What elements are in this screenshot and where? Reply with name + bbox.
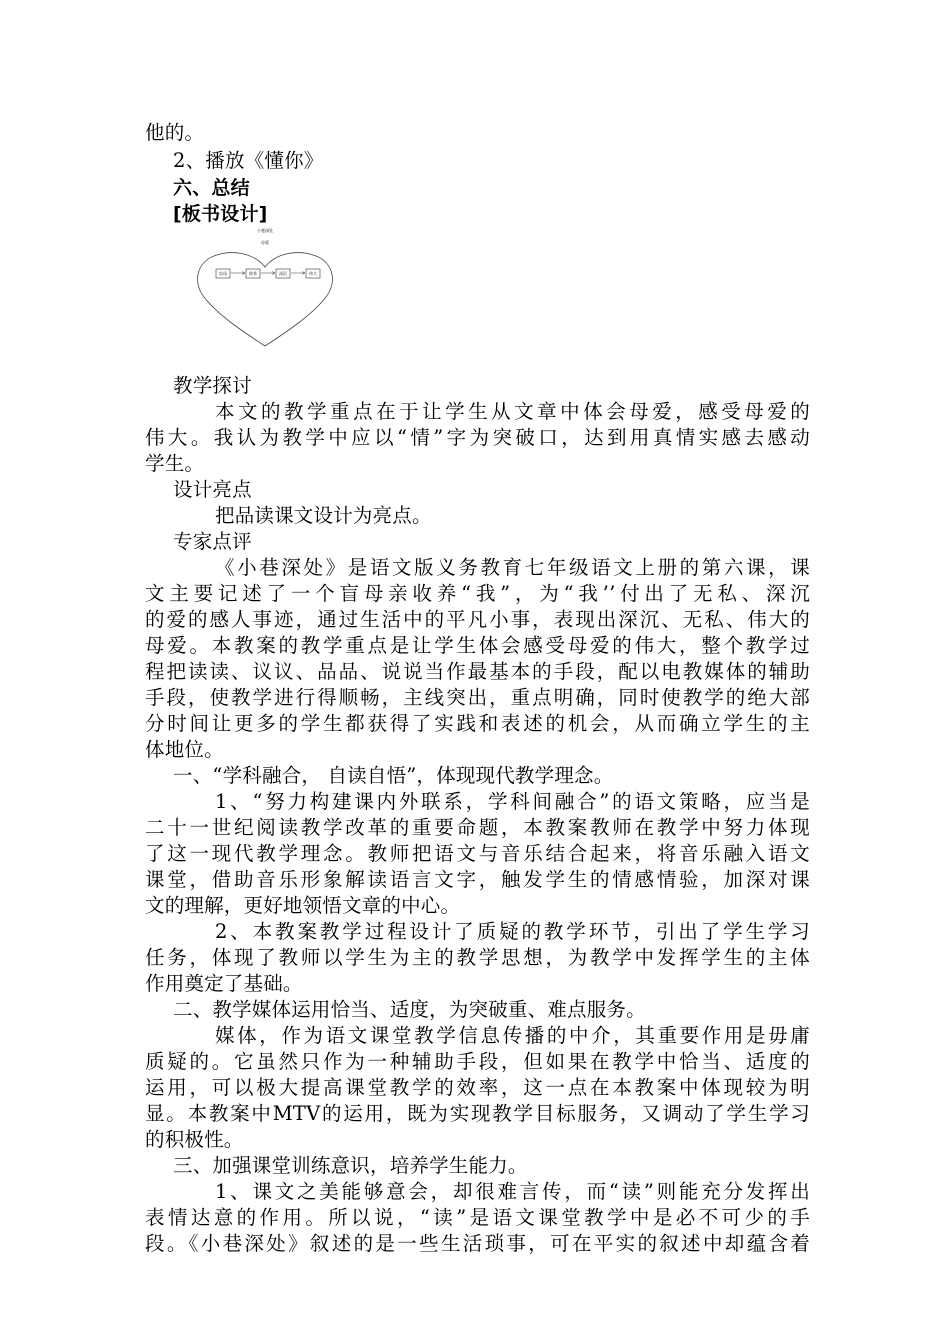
text-line: 媒体，作为语文课堂教学信息传播的中介，其重要作用是毋庸 [215, 1024, 810, 1047]
diagram-box-label: 收养 [249, 271, 257, 276]
text-line: 运用，可以极大提高课堂教学的效率，这一点在本教案中体现较为明 [145, 1076, 810, 1099]
text-line: 文的理解，更好地领悟文章的中心。 [145, 894, 461, 917]
text-line: 1、课文之美能够意会，却很难言传，而“读”则能充分发挥出 [215, 1180, 810, 1203]
diagram-box-label: 伟大 [309, 271, 317, 276]
section-heading: 二、教学媒体运用恰当、适度，为突破重、难点服务。 [173, 998, 646, 1021]
text-line: 显。本教案中MTV的运用，既为实现教学目标服务，又调动了学生学习 [145, 1102, 810, 1125]
diagram-title: 小巷深处 [257, 228, 273, 233]
text-line: 把品读课文设计为亮点。 [215, 504, 432, 527]
text-line: 段。《小巷深处》叙述的是一些生活琐事，可在平实的叙述中却蕴含着 [145, 1232, 810, 1255]
text-line: 他的。 [145, 121, 205, 144]
text-line: 的积极性。 [145, 1128, 244, 1151]
text-line: 质疑的。它虽然只作为一种辅助手段，但如果在教学中恰当、适度的 [145, 1050, 810, 1073]
text-line: 本文的教学重点在于让学生从文章中体会母爱，感受母爱的 [215, 400, 810, 423]
section-heading: 六、总结 [173, 177, 250, 199]
section-heading: [板书设计] [173, 203, 268, 225]
text-line: 程把读读、议议、品品、说说当作最基本的手段，配以电教媒体的辅助 [145, 660, 810, 683]
text-line: 任务，体现了教师以学生为主的教学思想，为教学中发挥学生的主体 [145, 946, 810, 969]
text-line: 文主要记述了一个盲母亲收养“我”，为“我’’付出了无私、深沉 [145, 582, 810, 605]
section-label: 教学探讨 [173, 374, 252, 397]
text-line: 伟大。我认为教学中应以“情”字为突破口，达到用真情实感去感动 [145, 426, 810, 449]
heart-outline [198, 253, 333, 346]
text-line: 作用奠定了基础。 [145, 972, 303, 995]
arrow-icon [231, 272, 245, 275]
diagram-subtitle: 母爱 [261, 240, 269, 245]
text-line: 的爱的感人事迹，通过生活中的平凡小事，表现出深沉、无私、伟大的 [145, 608, 810, 631]
section-label: 专家点评 [173, 530, 252, 553]
text-line: 学生。 [145, 452, 205, 475]
arrow-icon [291, 272, 305, 275]
diagram-box-label: 盲母 [219, 271, 227, 276]
arrow-icon [261, 272, 275, 275]
text-line: 了这一现代教学理念。教师把语文与音乐结合起来，将音乐融入语文 [145, 842, 810, 865]
text-line: 二十一世纪阅读教学改革的重要命题，本教案教师在教学中努力体现 [145, 816, 810, 839]
section-heading: 三、加强课堂训练意识，培养学生能力。 [173, 1154, 528, 1177]
blackboard-diagram [190, 225, 340, 353]
text-line: 母爱。本教案的教学重点是让学生体会感受母爱的伟大，整个教学过 [145, 634, 810, 657]
section-label: 设计亮点 [173, 478, 252, 501]
text-line: 课堂，借助音乐形象解读语言文字，触发学生的情感情验，加深对课 [145, 868, 810, 891]
section-heading: 一、“学科融合， 自读自悟”，体现现代教学理念。 [173, 764, 614, 787]
text-line: 分时间让更多的学生都获得了实践和表述的机会，从而确立学生的主 [145, 712, 810, 735]
text-line: 2、播放《懂你》 [173, 149, 324, 172]
text-line: 表情达意的作用。所以说，“读”是语文课堂教学中是必不可少的手 [145, 1206, 810, 1229]
text-line: 手段，使教学进行得顺畅，主线突出，重点明确，同时使教学的绝大部 [145, 686, 810, 709]
text-line: 体地位。 [145, 738, 224, 761]
text-line: 《小巷深处》是语文版义务教育七年级语文上册的第六课，课 [215, 556, 810, 579]
diagram-box-label: 深沉 [279, 271, 287, 276]
text-line: 2、本教案教学过程设计了质疑的教学环节，引出了学生学习 [215, 920, 810, 943]
text-line: 1、“努力构建课内外联系，学科间融合”的语文策略，应当是 [215, 790, 810, 813]
